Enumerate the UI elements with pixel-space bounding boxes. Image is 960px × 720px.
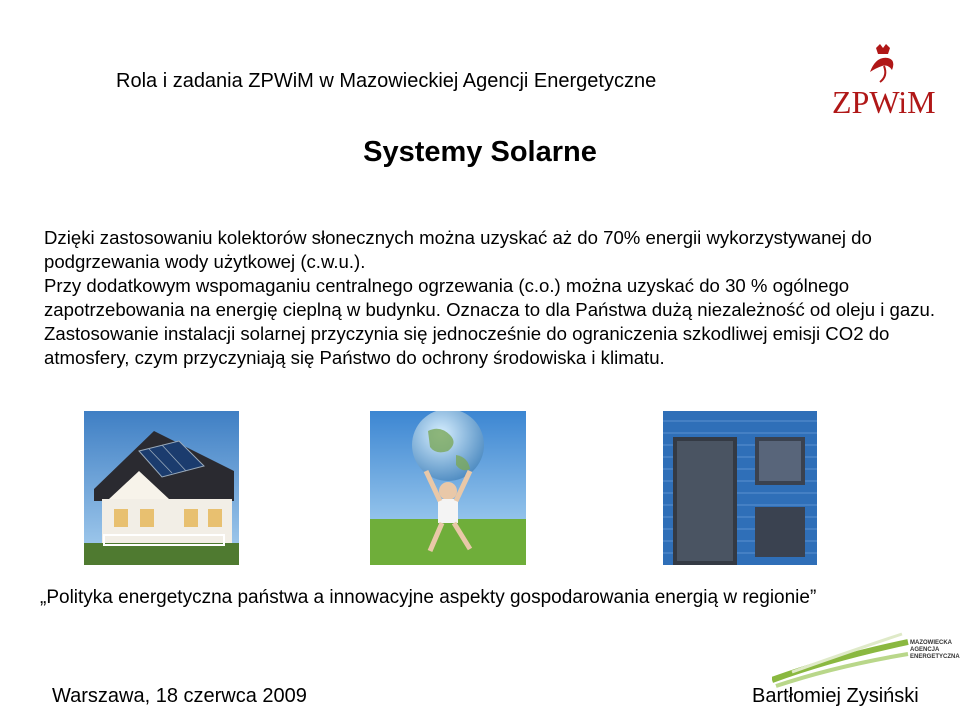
body-paragraph <box>44 226 954 370</box>
house-solar-photo <box>84 411 239 565</box>
logo-text: ZPWiM <box>832 84 936 120</box>
footer-author: Bartłomiej Zysiński <box>752 685 919 707</box>
energy-swoosh-icon <box>772 628 910 688</box>
child-globe-photo <box>370 411 526 565</box>
mae-logo <box>772 628 960 688</box>
paragraph-sentence-1: Dzięki zastosowaniu kolektorów słonecznych można uzyskać aż do 70% energii wykorzystywanej do podgrzewania wody użytkowej (c.w.u.). <box>44 227 872 272</box>
header-title: Rola i zadania ZPWiM w Mazowieckiej Agencji Energetyczne <box>116 70 657 92</box>
blue-building-photo <box>663 411 817 565</box>
footer-quote: „Polityka energetyczna państwa a innowacyjne aspekty gospodarowania energią w regionie” <box>40 587 817 608</box>
mae-logo-text: MAZOWIECKA AGENCJA ENERGETYCZNA <box>910 640 960 660</box>
eagle-crown-icon <box>862 42 904 84</box>
slide-title: Systemy Solarne <box>363 136 597 168</box>
zpwim-logo <box>832 42 936 122</box>
footer-date-place: Warszawa, 18 czerwca 2009 <box>52 685 307 707</box>
paragraph-sentence-2: Przy dodatkowym wspomaganiu centralnego ogrzewania (c.o.) można uzyskać do 30 % ogólnego zapotrzebowania na energię cieplną w budynku. Oznacza to dla Państwa dużą niezależność od oleju i gazu. Zastosowanie instalacji solarnej przyczynia się jednocześnie do ograniczenia szkodliwej emisji CO2 do atmosfery, czym przyczyniają się Państwo do ochrony środowiska i klimatu. <box>44 275 936 368</box>
